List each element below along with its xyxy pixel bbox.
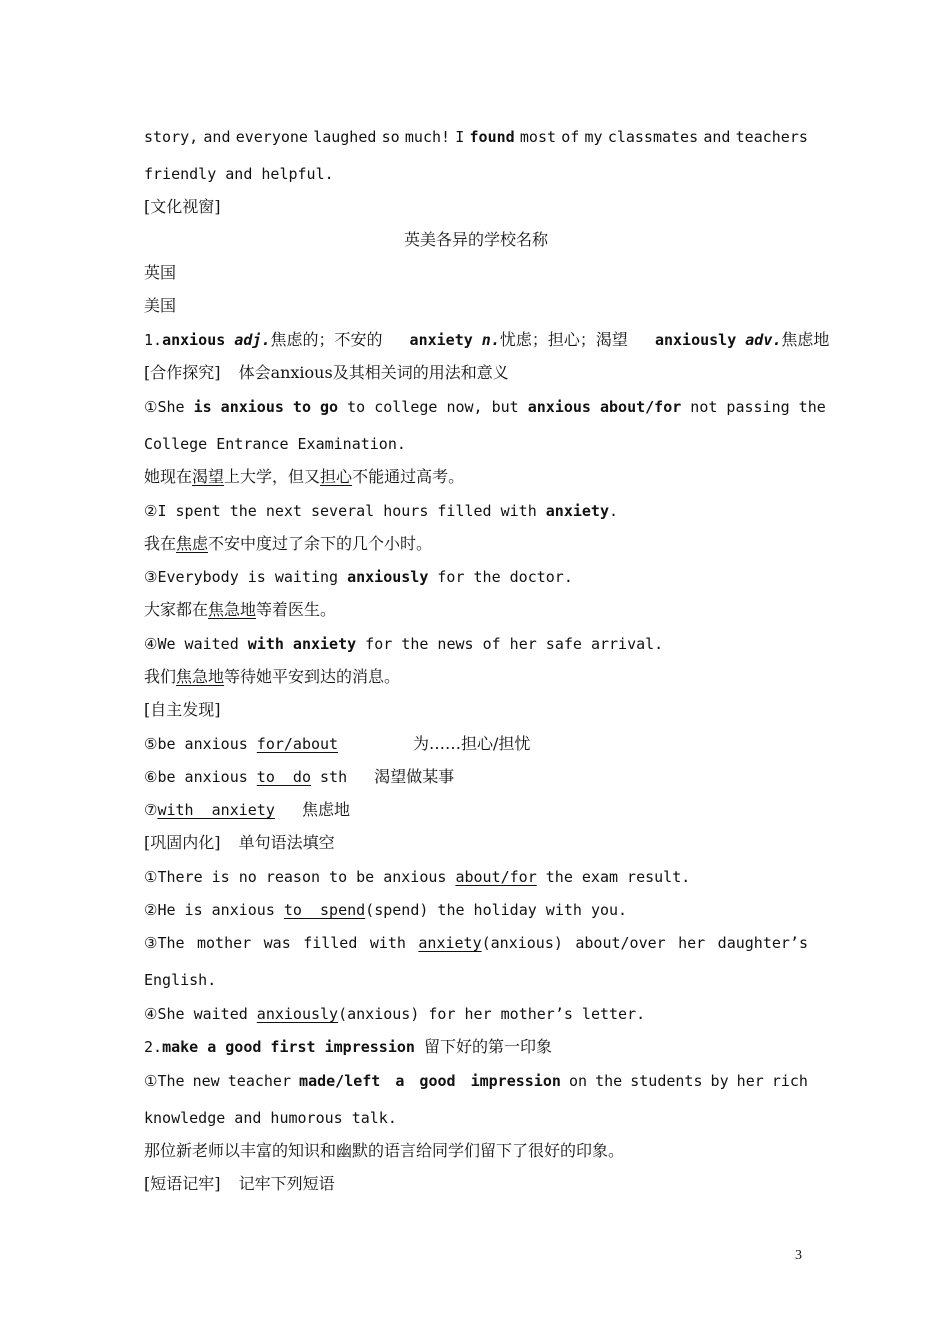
word: filled <box>303 934 358 952</box>
underlined: for/about <box>256 735 339 753</box>
text: ②He is anxious <box>144 901 284 919</box>
culture-uk: 英国 <box>144 263 177 282</box>
explore-line <box>144 363 808 383</box>
word: by <box>710 1072 729 1090</box>
word: of <box>561 128 580 146</box>
example-1-line-1 <box>144 397 826 417</box>
word: I <box>455 128 465 146</box>
underlined: to do <box>256 768 311 786</box>
text: ③Everybody is waiting <box>144 568 348 586</box>
underlined: 担心 <box>320 467 353 486</box>
text: to college now, but <box>347 398 519 416</box>
word: classmates <box>607 128 699 146</box>
answer: anxiety <box>418 934 482 952</box>
example-4 <box>144 634 808 654</box>
headword: anxious <box>162 331 226 349</box>
text: for the news of her safe arrival. <box>356 635 664 653</box>
discover-5 <box>144 734 808 754</box>
underlined: 渴望 <box>192 467 225 486</box>
example-2-translation <box>144 534 808 554</box>
word: (anxious) <box>481 934 563 952</box>
headword: make a good first impression <box>162 1038 415 1056</box>
culture-header: [文化视窗] <box>144 197 221 216</box>
text: ①She <box>144 398 185 416</box>
text: 不能通过高考。 <box>352 467 465 486</box>
underlined: 焦虑 <box>176 534 209 553</box>
meaning: 焦虑地 <box>781 330 830 349</box>
example-4-translation <box>144 667 808 687</box>
word: ③The <box>144 934 185 952</box>
question-1 <box>144 867 808 887</box>
word: everyone <box>235 128 308 146</box>
text: ⑤be anxious <box>144 735 257 753</box>
example-2 <box>144 501 808 521</box>
phrase-line <box>144 1174 808 1194</box>
section-text: 体会anxious及其相关词的用法和意义 <box>238 363 509 382</box>
word: and <box>203 128 231 146</box>
text: 不安中度过了余下的几个小时。 <box>208 534 433 553</box>
question-4 <box>144 1004 808 1024</box>
word-bold: found <box>469 128 515 146</box>
section-header: [短语记牢] <box>144 1174 221 1193</box>
word: her <box>678 934 706 952</box>
text: ②I spent the next several hours filled with <box>144 502 546 520</box>
bold-phrase: anxiously <box>347 568 429 586</box>
text: 等着医生。 <box>256 600 337 619</box>
bold-phrase: is anxious to go <box>193 398 339 416</box>
intro-line-2: friendly and helpful. <box>144 165 334 183</box>
bold-phrase: with anxiety <box>247 635 357 653</box>
text: 上大学，但又 <box>224 467 321 486</box>
word: most <box>519 128 557 146</box>
item2-example-translation: 那位新老师以丰富的知识和幽默的语言给同学们留下了很好的印象。 <box>144 1141 625 1160</box>
word: with <box>369 934 406 952</box>
example-3-translation <box>144 600 808 620</box>
text: 我在 <box>144 534 177 553</box>
word: her <box>736 1072 764 1090</box>
word: and <box>703 128 731 146</box>
text: the exam result. <box>536 868 691 886</box>
word: new <box>192 1072 220 1090</box>
text: . <box>609 502 619 520</box>
part-of-speech: adv. <box>745 331 782 349</box>
text: 我们 <box>144 667 177 686</box>
bold-phrase: made/left a good impression <box>299 1072 561 1090</box>
text: for the doctor. <box>428 568 573 586</box>
word: on <box>568 1072 588 1090</box>
discover-6 <box>144 767 808 787</box>
word: laughed <box>313 128 377 146</box>
word: story, <box>144 128 199 146</box>
item2-example-line-1 <box>144 1071 808 1091</box>
word: about/over <box>575 934 666 952</box>
text: 大家都在 <box>144 600 209 619</box>
example-1-line-2: College Entrance Examination. <box>144 435 406 453</box>
underlined: 焦急地 <box>208 600 257 619</box>
example-1-translation <box>144 467 808 487</box>
word: daughter’s <box>717 934 808 952</box>
section-text: 单句语法填空 <box>238 833 335 852</box>
section-header: [合作探究] <box>144 363 221 382</box>
text: sth <box>310 768 348 786</box>
text: (anxious) for her mother’s letter. <box>338 1005 646 1023</box>
underlined: with anxiety <box>157 801 275 819</box>
word: mother <box>197 934 252 952</box>
item2-example-line-2: knowledge and humorous talk. <box>144 1109 397 1127</box>
question-3-line-2: English. <box>144 971 217 989</box>
text: not passing the <box>690 398 826 416</box>
section-text: 记牢下列短语 <box>238 1174 335 1193</box>
item1-heading <box>144 330 830 350</box>
bold-phrase: anxiety <box>545 502 609 520</box>
question-2 <box>144 900 808 920</box>
culture-us: 美国 <box>144 296 177 315</box>
intro-line-1 <box>144 127 808 147</box>
culture-title: 英美各异的学校名称 <box>403 230 548 249</box>
page-number: 3 <box>795 1248 802 1263</box>
underlined: 焦急地 <box>176 667 225 686</box>
text: (spend) the holiday with you. <box>365 901 628 919</box>
text: 她现在 <box>144 467 193 486</box>
meaning: 渴望做某事 <box>374 767 455 786</box>
item-number: 1. <box>144 331 163 349</box>
answer: to spend <box>283 901 366 919</box>
text: ⑦ <box>144 801 158 819</box>
item-number: 2. <box>144 1038 163 1056</box>
consolidate-line <box>144 833 808 853</box>
meaning: 留下好的第一印象 <box>423 1037 552 1056</box>
text: 等待她平安到达的消息。 <box>224 667 401 686</box>
section-header: [巩固内化] <box>144 833 221 852</box>
word: rich <box>771 1072 808 1090</box>
part-of-speech: adj. <box>234 331 271 349</box>
word: my <box>584 128 603 146</box>
headword: anxiously <box>654 331 737 349</box>
meaning: 焦虑的；不安的 <box>270 330 383 349</box>
word: students <box>630 1072 703 1090</box>
discover-header: [自主发现] <box>144 700 221 719</box>
bold-phrase: anxious about/for <box>527 398 682 416</box>
discover-7 <box>144 800 808 820</box>
text: ⑥be anxious <box>144 768 257 786</box>
text: ④She waited <box>144 1005 257 1023</box>
word: ①The <box>144 1072 185 1090</box>
example-3 <box>144 567 808 587</box>
word: teachers <box>735 128 808 146</box>
meaning: 忧虑；担心；渴望 <box>499 330 628 349</box>
meaning: 焦虑地 <box>301 800 350 819</box>
word: so <box>381 128 400 146</box>
word: much! <box>404 128 451 146</box>
answer: about/for <box>455 868 537 886</box>
text: ④We waited <box>144 635 248 653</box>
part-of-speech: n. <box>481 331 500 349</box>
item2-heading <box>144 1037 808 1057</box>
word: the <box>595 1072 623 1090</box>
headword: anxiety <box>409 331 473 349</box>
meaning: 为……担心/担忧 <box>413 734 531 753</box>
word: was <box>263 934 291 952</box>
question-3-line-1 <box>144 933 808 953</box>
answer: anxiously <box>256 1005 339 1023</box>
text: ①There is no reason to be anxious <box>144 868 456 886</box>
word: teacher <box>227 1072 291 1090</box>
